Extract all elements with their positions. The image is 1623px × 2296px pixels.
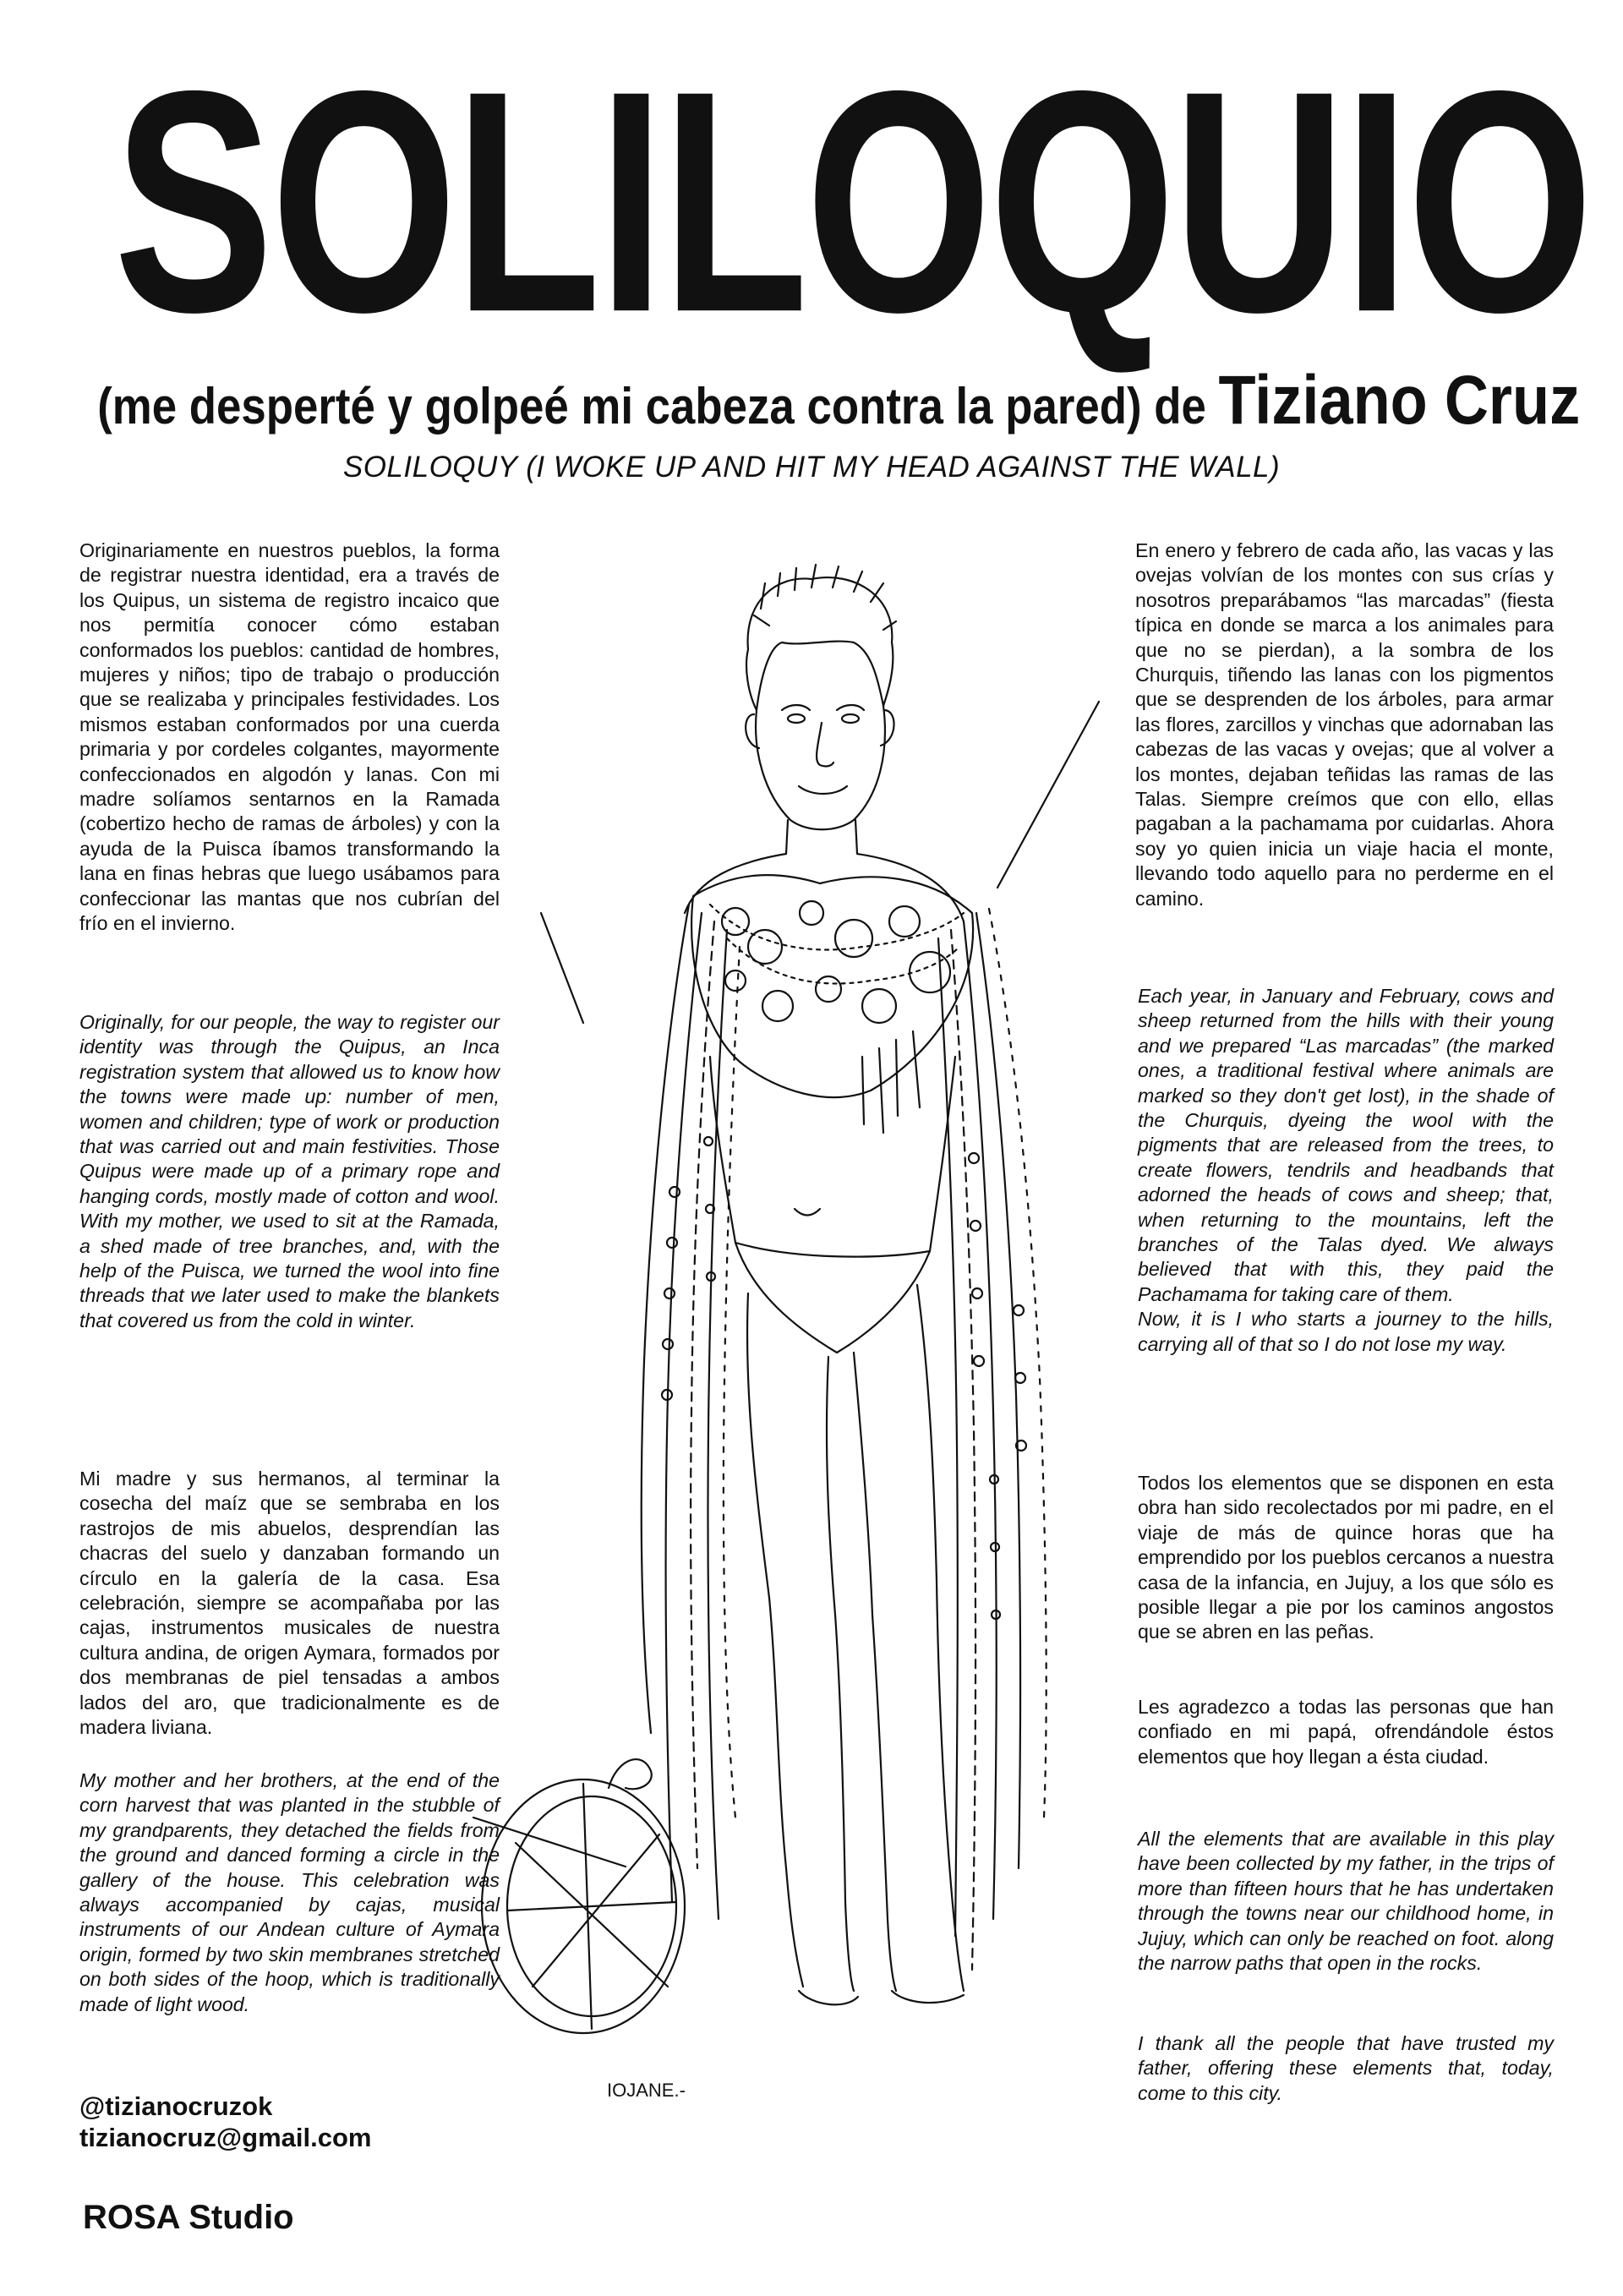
shawl-flower bbox=[862, 989, 896, 1023]
quipu-cord bbox=[724, 947, 740, 1818]
navel bbox=[795, 1209, 820, 1216]
hair-strands bbox=[754, 565, 896, 630]
nose bbox=[817, 723, 833, 766]
face-outline bbox=[756, 706, 885, 829]
right-paragraph-1-en-last: Now, it is I who starts a journey to the hills, carrying all of that so I do not lose my way. bbox=[1138, 1308, 1554, 1355]
drum-lacing bbox=[507, 1784, 676, 2029]
right-paragraph-2-es: Todos los elementos que se disponen en esta obra han sido recolectados por mi padre, en el viaje de más de quince horas que ha emprendido por los pueblos cercanos a nuestra casa de la infancia, en Jujuy, a los que sólo es posible llegar a pie por los caminos angostos que se abren en las peñas. bbox=[1138, 1472, 1554, 1643]
shawl-flower bbox=[725, 970, 746, 991]
left-eye bbox=[788, 714, 805, 723]
english-title: SOLILOQUY (I WOKE UP AND HIT MY HEAD AGAINST THE WALL) bbox=[342, 451, 1281, 484]
shawl-flower bbox=[816, 976, 841, 1002]
bead-strand bbox=[727, 938, 959, 983]
right-paragraph-1-es: En enero y febrero de cada año, las vacas y las ovejas volvían de los montes con sus crías y nosotros preparábamos “las marcadas” (fiesta típica en donde se marca a los animales para que no se pierdan), a la sombra de los Churquis, tiñendo las lanas con los pigmentos que se desprenden de los árboles, para armar las flores, zarcillos y vinchas que adornaban las cabezas de las vacas y ovejas; que al volver a los montes, dejaban teñidas las ramas de las Talas. Siempre creímos que con ello, ellas pagaban a la pachamama por cuidarlas. Ahora soy yo quien inicia un viaje hacia el monte, llevando todo aquello para no perderme en el camino. bbox=[1135, 539, 1554, 910]
hair bbox=[746, 577, 893, 710]
left-paragraph-2-es: Mi madre y sus hermanos, al terminar la cosecha del maíz que se sembraba en los rastrojos de mis abuelos, desprendían las chacras del suelo y danzaban formando un círculo en la galería de la casa. Esa celebración, siempre se acompañaba por las cajas, instrumentos musicales de nuestra cultura andina, de origen Aymara, formados por dos membranas de piel tensadas a ambos lados del aro, que tradicionalmente es de madera liviana. bbox=[79, 1468, 500, 1739]
shawl-flower bbox=[910, 952, 950, 992]
instagram-handle: @tizianocruzok bbox=[79, 2091, 273, 2121]
left-leg-inner bbox=[827, 1357, 854, 1991]
artist-signature: IOJANE.- bbox=[607, 2080, 686, 2101]
shawl-flower bbox=[889, 906, 920, 937]
author-name: Tiziano Cruz bbox=[1218, 362, 1581, 439]
quipu-cord bbox=[989, 909, 1046, 1818]
pointer-line-left bbox=[541, 913, 583, 1023]
quipu-cord bbox=[666, 913, 702, 1902]
right-paragraph-1-en bbox=[1138, 984, 1554, 1357]
studio-name: ROSA Studio bbox=[83, 2199, 294, 2236]
subtitle-text: (me desperté y golpeé mi cabeza contra la pared) de bbox=[97, 378, 1206, 435]
eyebrows bbox=[782, 705, 864, 710]
mouth bbox=[799, 786, 847, 794]
right-paragraph-3-es: Les agradezco a todas las personas que han confiado en mi papá, ofrendándole éstos elementos que hoy llegan a ésta ciudad. bbox=[1138, 1696, 1554, 1768]
email-address: tizianocruz@gmail.com bbox=[79, 2123, 372, 2152]
drum-strap bbox=[609, 1759, 652, 1789]
quipu-cord bbox=[976, 913, 1020, 1868]
cord-beads bbox=[662, 1137, 1026, 1619]
loincloth bbox=[735, 1243, 930, 1353]
left-paragraph-2-en: My mother and her brothers, at the end of the corn harvest that was planted in the stubble of my grandparents, they detached the fields from the ground and danced forming a circle in the gallery of the house. This celebration was always accompanied by cajas, musical instruments of our Andean culture of Aymara origin, formed by two skin membranes stretched on both sides of the hoop, which is traditionally made of light wood. bbox=[79, 1769, 500, 2015]
pointer-line-right bbox=[997, 702, 1099, 888]
quipu-cord bbox=[964, 921, 997, 1919]
right-leg-inner bbox=[854, 1353, 896, 1991]
shawl-flower bbox=[835, 920, 872, 957]
shawl-flower bbox=[762, 991, 793, 1021]
right-paragraph-3-en: I thank all the people that have trusted my father, offering these elements that, today, come to this city. bbox=[1138, 2032, 1554, 2104]
quipu-cord bbox=[938, 938, 958, 1936]
poster-subtitle bbox=[97, 362, 1581, 439]
right-paragraph-2-en: All the elements that are available in this play have been collected by my father, in the trips of more than fifteen hours that he has undertaken through the towns near our childhood home, in Jujuy, which can only be reached on foot. along the narrow paths that open in the rocks. bbox=[1138, 1828, 1554, 1975]
left-paragraph-1-en: Originally, for our people, the way to register our identity was through the Quipus, an Inca registration system that allowed us to know how the towns were made up: number of men, women and children; type of work or production that was carried out and main festivities. Those Quipus were made up of a primary rope and hanging cords, mostly made of cotton and wool. With my mother, we used to sit at the Ramada, a shed made of tree branches, and, with the help of the Puisca, we turned the wool into fine threads that we later used to make the blankets that covered us from the cold in winter. bbox=[79, 1011, 500, 1331]
quipu-cord bbox=[951, 930, 975, 1970]
right-eye bbox=[842, 714, 859, 723]
feet bbox=[799, 1991, 964, 2004]
shawl-flower bbox=[800, 901, 823, 925]
poster-title: SOLILOQUIO bbox=[113, 25, 1591, 378]
shawl-fringe bbox=[862, 1031, 920, 1133]
left-paragraph-1-es: Originariamente en nuestros pueblos, la forma de registrar nuestra identidad, era a través de los Quipus, un sistema de registro incaico que nos permitía conocer cómo estaban conformados los pueblos: cantidad de hombres, mujeres y niños; tipo de trabajo o producción que se realizaba y principales festividades. Los mismos estaban conformados por una cuerda primaria y por cordeles colgantes, mayormente confeccionados en algodón y lanas. Con mi madre solíamos sentarnos en la Ramada (cobertizo hecho de ramas de árboles) y con la ayuda de la Puisca íbamos transformando la lana en finas hebras que luego usábamos para confeccionar las mantas que nos cubrían del frío en el invierno. bbox=[79, 539, 500, 935]
figure-illustration bbox=[456, 549, 1133, 2122]
right-paragraph-1-en-main: Each year, in January and February, cows and sheep returned from the hills with their young and we prepared “Las marcadas” (the marked ones, a traditional festival where animals are marked so they don't get lost), in the shade of the Churquis, dyeing the wool with the pigments that are released from the trees, to create flowers, tendrils and headbands that adorned the heads of cows and sheep; that, when returning to the mountains, left the branches of the Talas dyed. We always believed that with this, they paid the Pachamama for taking care of them. bbox=[1138, 985, 1554, 1305]
left-leg-outer bbox=[747, 1293, 803, 1987]
